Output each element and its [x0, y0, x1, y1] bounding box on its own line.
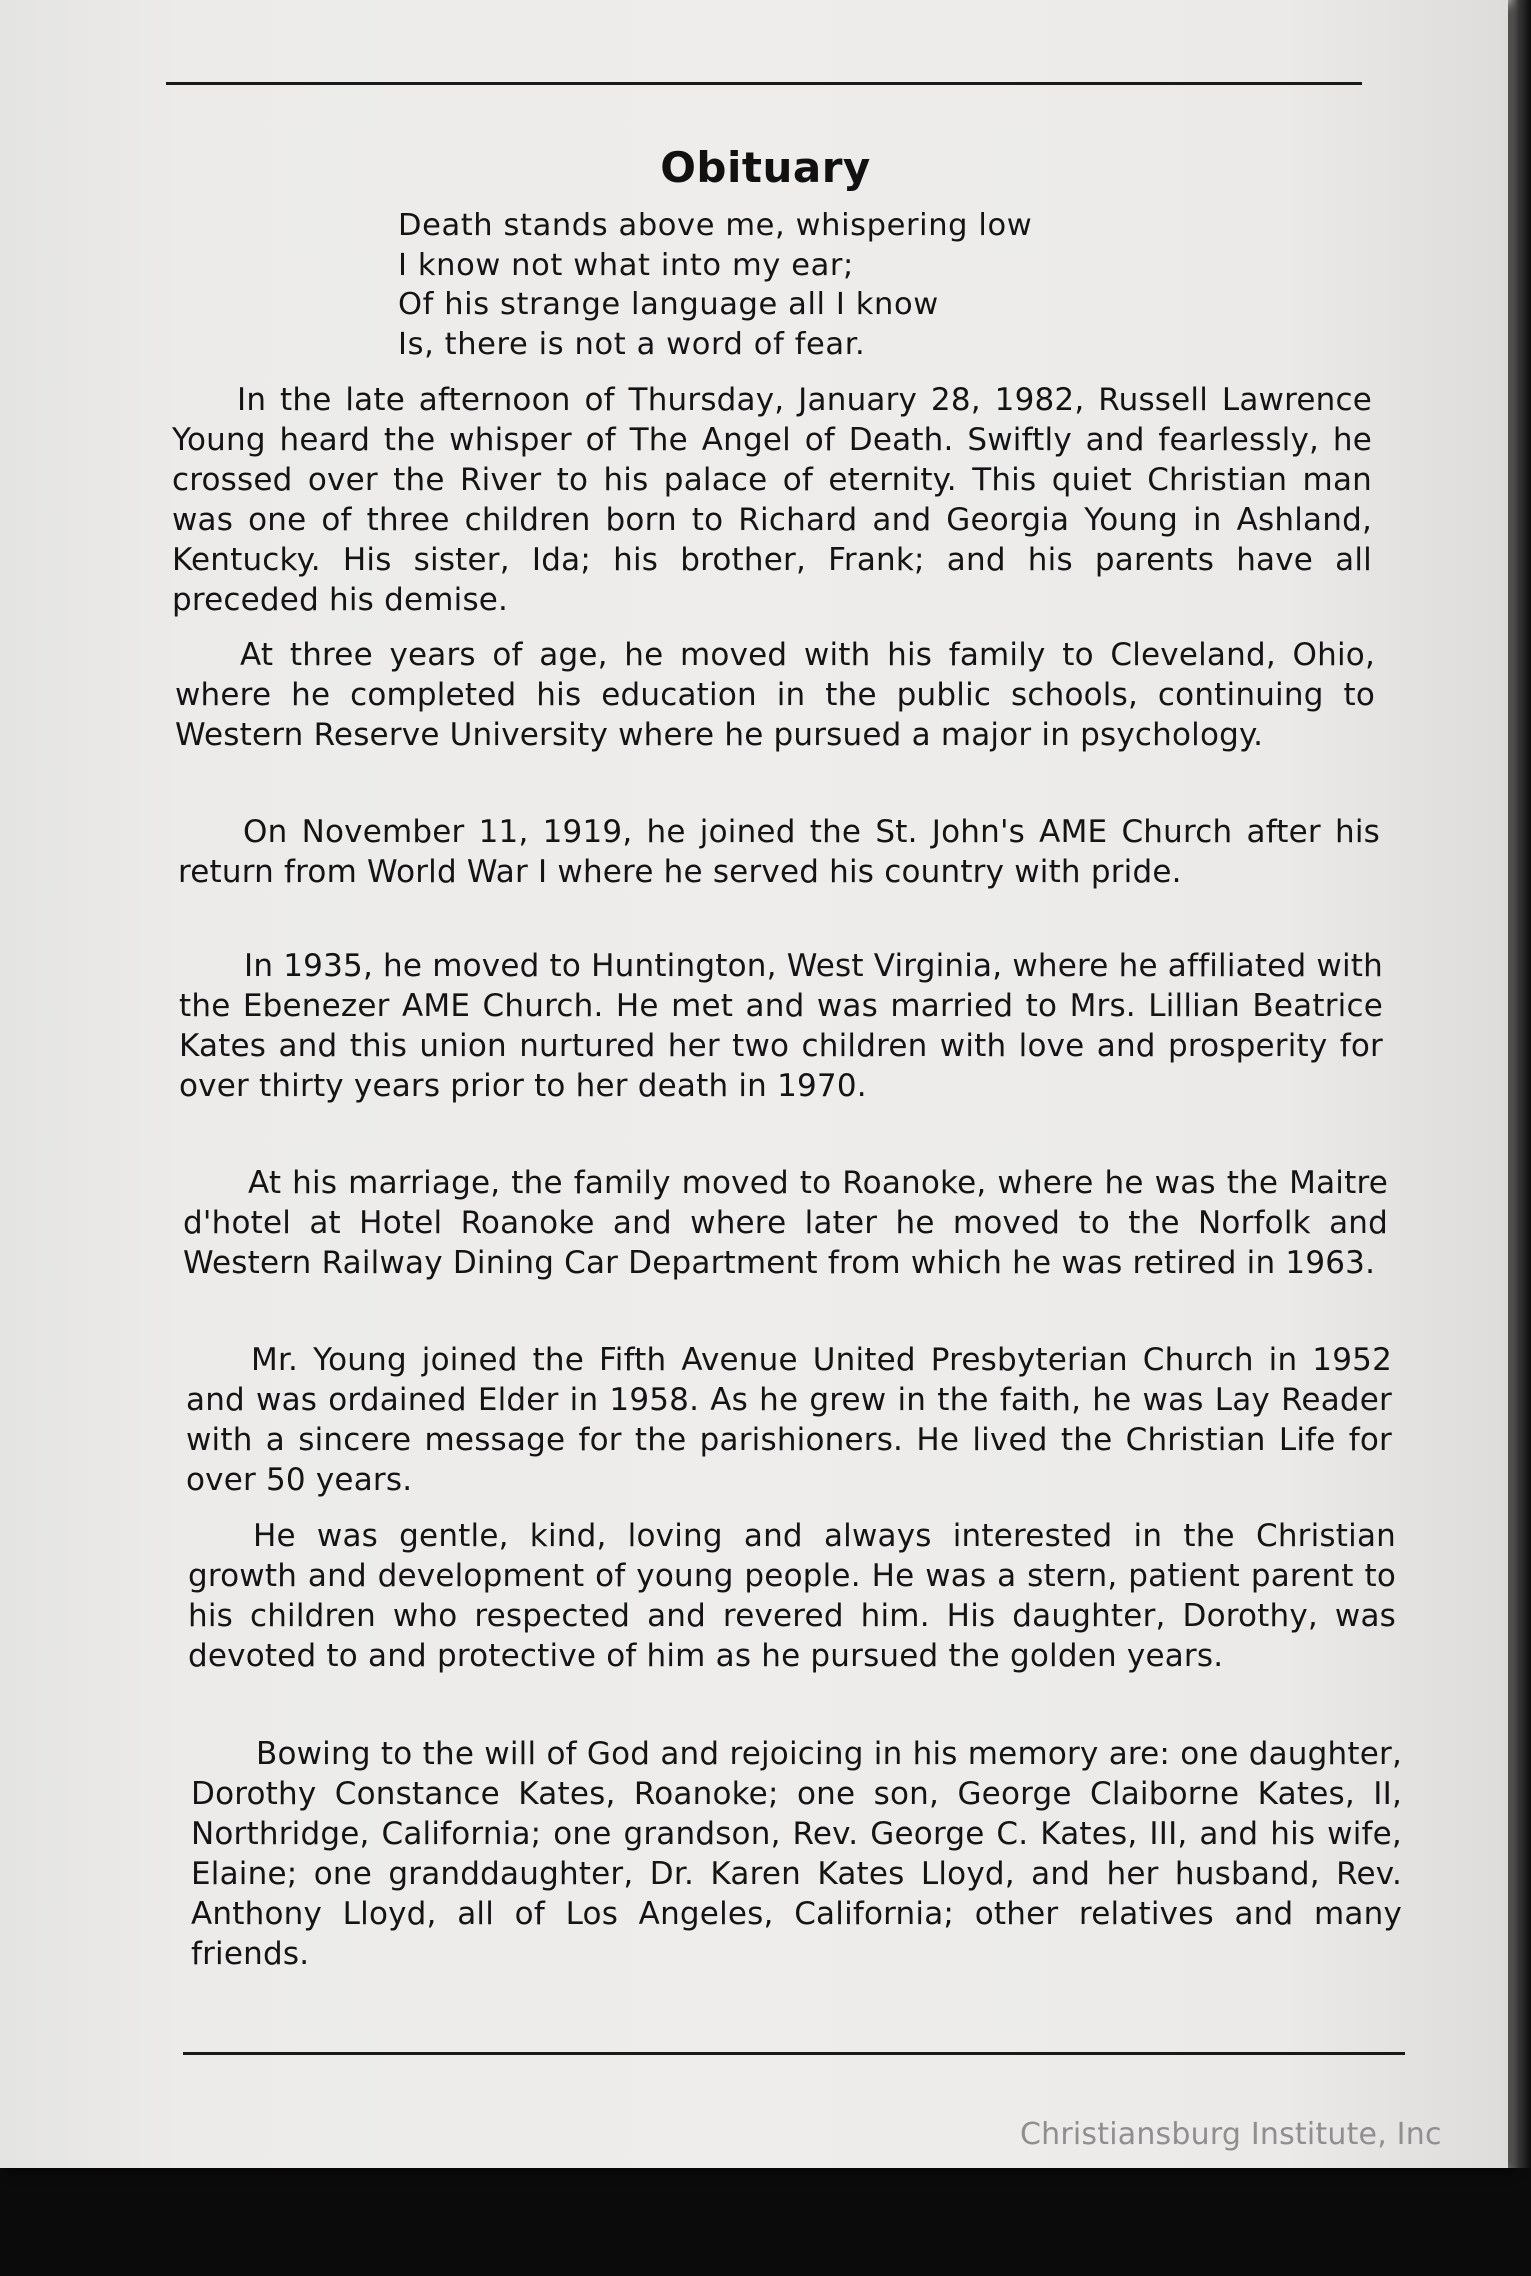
paragraph-character: He was gentle, kind, loving and always interested in the Christian growth and development of young people. He was a stern, patient parent to his children who respected and revered him. His daughter, Dorothy, was devoted to and protective of him as he pursued the golden years.	[188, 1518, 1396, 1674]
poem-line: Is, there is not a word of fear.	[398, 326, 866, 362]
paragraph-presbyterian-church: Mr. Young joined the Fifth Avenue United Presbyterian Church in 1952 and was ordained Elder in 1958. As he grew in the faith, he was Lay Reader with a sincere message for the parishioners. He lived the Christian Life for over 50 years.	[186, 1342, 1392, 1498]
watermark-text: Christiansburg Institute, Inc	[1020, 2117, 1442, 2152]
paragraph-passing: In the late afternoon of Thursday, January 28, 1982, Russell Lawrence Young heard the whisper of The Angel of Death. Swiftly and fearlessly, he crossed over the River to his palace of eternity. This quiet Christian man was one of three children born to Richard and Georgia Young in Ashland, Kentucky. His sister, Ida; his brother, Frank; and his parents have all preceded his demise.	[172, 382, 1372, 618]
page-title: Obituary	[660, 143, 871, 192]
paragraph-career: At his marriage, the family moved to Roanoke, where he was the Maitre d'hotel at Hotel Roanoke and where later he moved to the Norfolk and Western Railway Dining Car Department from which he was retired in 1963.	[183, 1165, 1388, 1281]
paragraph-marriage: In 1935, he moved to Huntington, West Virginia, where he affiliated with the Ebenezer AME Church. He met and was married to Mrs. Lillian Beatrice Kates and this union nurtured her two children with love and prosperity for over thirty years prior to her death in 1970.	[179, 948, 1383, 1104]
poem-line: I know not what into my ear;	[398, 247, 854, 283]
poem-line: Of his strange language all I know	[398, 287, 939, 322]
poem-line: Death stands above me, whispering low	[398, 208, 1033, 243]
top-rule	[166, 82, 1362, 85]
paragraph-church-membership: On November 11, 1919, he joined the St. John's AME Church after his return from World War I where he served his country with pride.	[178, 814, 1380, 890]
paragraph-survivors: Bowing to the will of God and rejoicing in his memory are: one daughter, Dorothy Constance Kates, Roanoke; one son, George Claiborne Kates, II, Northridge, California; one grandson, Rev. George C. Kates, III, and his wife, Elaine; one granddaughter, Dr. Karen Kates Lloyd, and her husband, Rev. Anthony Lloyd, all of Los Angeles, California; other relatives and many friends.	[191, 1736, 1402, 1972]
paragraph-education: At three years of age, he moved with his family to Cleveland, Ohio, where he completed his education in the public schools, continuing to Western Reserve University where he pursued a major in psychology.	[175, 637, 1375, 753]
bottom-rule	[183, 2052, 1405, 2055]
poem-stanza	[398, 206, 1218, 364]
